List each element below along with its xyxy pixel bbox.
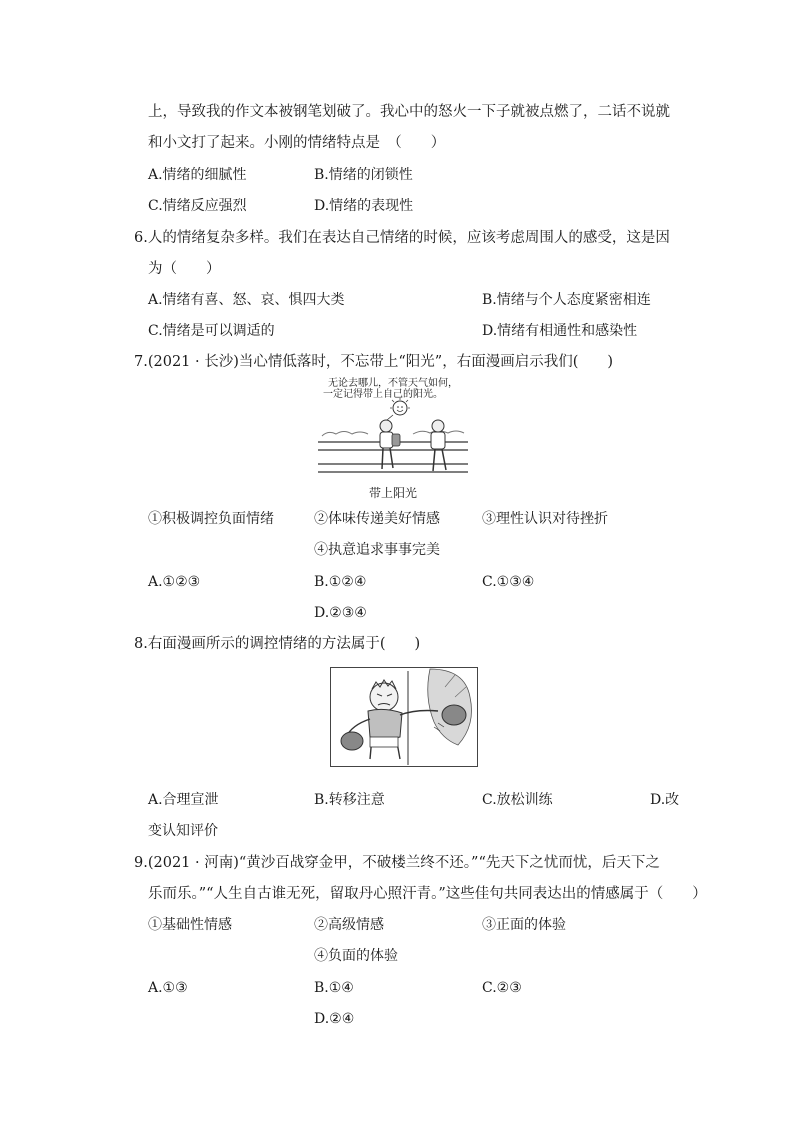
q7-statement-2: ②体味传递美好情感 [314, 511, 440, 527]
q7-statement-4: ④执意追求事事完美 [314, 542, 440, 558]
q5-option-d: D.情绪的表现性 [314, 198, 414, 214]
q8-option-d-continued: 变认知评价 [148, 823, 218, 839]
q9-stem-line1: 9.(2021 · 河南)“黄沙百战穿金甲，不破楼兰终不还。”“先天下之忧而忧，后天下之 [134, 855, 660, 871]
q6-option-b: B.情绪与个人态度紧密相连 [482, 292, 651, 308]
q8-option-c: C.放松训练 [482, 792, 553, 808]
q8-option-a: A.合理宣泄 [148, 792, 219, 808]
q7-cartoon-caption: 带上阳光 [368, 486, 417, 500]
q7-option-c: C.①③④ [482, 574, 535, 590]
sunshine-cartoon-drawing [318, 376, 468, 486]
q7-stem: 7.(2021 · 长沙)当心情低落时，不忘带上“阳光”，右面漫画启示我们( ) [134, 354, 614, 370]
q5-option-b: B.情绪的闭锁性 [314, 167, 413, 183]
q7-option-b: B.①②④ [314, 574, 367, 590]
q9-option-a: A.①③ [148, 980, 188, 996]
q7-option-d: D.②③④ [314, 605, 367, 621]
q7-option-a: A.①②③ [148, 574, 201, 590]
q9-statement-1: ①基础性情感 [148, 917, 232, 933]
q7-cartoon-text2: 一定记得带上自己的阳光。 [323, 389, 443, 400]
boxing-cartoon-drawing [330, 667, 478, 767]
q7-cartoon-text1: 无论去哪儿，不管天气如何， [328, 378, 458, 389]
q9-statement-4: ④负面的体验 [314, 948, 398, 964]
q7-cartoon [318, 376, 468, 502]
q6-stem-line2: 为（ ） [148, 261, 221, 277]
q8-boxing-cartoon [330, 667, 478, 767]
q6-option-a: A.情绪有喜、怒、哀、惧四大类 [148, 292, 345, 308]
q6-option-d: D.情绪有相通性和感染性 [482, 323, 638, 339]
q9-stem-line2: 乐而乐。”“人生自古谁无死，留取丹心照汗青。”这些佳句共同表达出的情感属于（ ） [148, 886, 707, 902]
q8-option-b: B.转移注意 [314, 792, 385, 808]
q9-option-b: B.①④ [314, 980, 354, 996]
q5-stem-line1: 上，导致我的作文本被钢笔划破了。我心中的怒火一下子就被点燃了，二话不说就 [148, 104, 670, 120]
q7-statement-3: ③理性认识对待挫折 [482, 511, 608, 527]
q9-option-c: C.②③ [482, 980, 522, 996]
q5-option-c: C.情绪反应强烈 [148, 198, 247, 214]
q5-option-a: A.情绪的细腻性 [148, 167, 247, 183]
q9-statement-2: ②高级情感 [314, 917, 384, 933]
q9-option-d: D.②④ [314, 1011, 355, 1027]
q6-stem-line1: 6.人的情绪复杂多样。我们在表达自己情绪的时候，应该考虑周围人的感受，这是因 [134, 230, 670, 246]
q8-option-d: D.改 [650, 792, 680, 808]
q5-stem-line2: 和小文打了起来。小刚的情绪特点是 （ ） [148, 135, 446, 151]
q9-statement-3: ③正面的体验 [482, 917, 566, 933]
q7-statement-1: ①积极调控负面情绪 [148, 511, 274, 527]
q8-stem: 8.右面漫画所示的调控情绪的方法属于( ) [134, 636, 421, 652]
q6-option-c: C.情绪是可以调适的 [148, 323, 275, 339]
